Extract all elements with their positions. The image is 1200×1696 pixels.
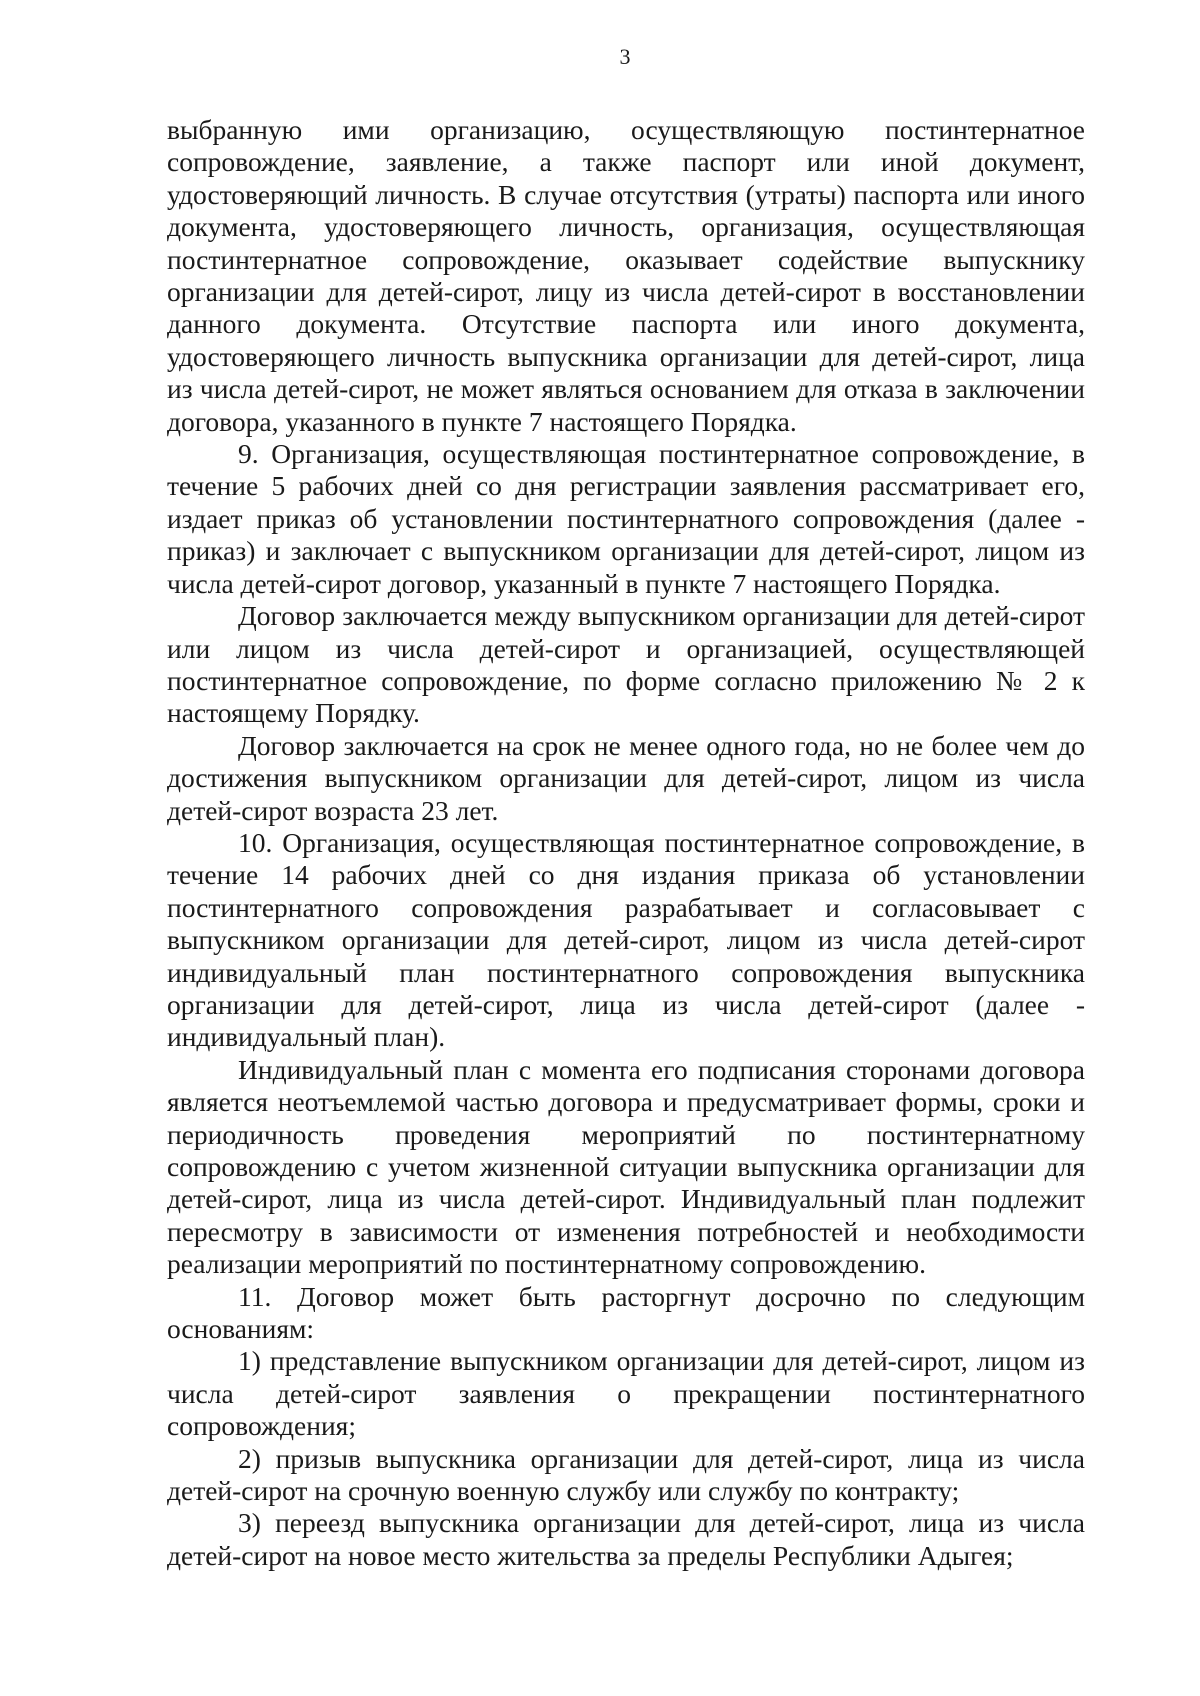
list-item-1: 1) представление выпускником организации для детей-сирот, лицом из числа детей-сирот заявления о прекращении постинтернатного сопровождения;	[167, 1345, 1085, 1442]
list-item-3: 3) переезд выпускника организации для детей-сирот, лица из числа детей-сирот на новое место жительства за пределы Республики Адыгея;	[167, 1507, 1085, 1571]
document-body	[167, 114, 1085, 1572]
page-number: 3	[619, 44, 631, 69]
paragraph-contract-term: Договор заключается на срок не менее одного года, но не более чем до достижения выпускником организации для детей-сирот, лицом из числа детей-сирот возраста 23 лет.	[167, 729, 1085, 826]
paragraph-item-10: 10. Организация, осуществляющая постинтернатное сопровождение, в течение 14 рабочих дней со дня издания приказа об установлении постинтернатного сопровождения разрабатывает и согласовывает с выпускником организации для детей-сирот, лицом из числа детей-сирот индивидуальный план постинтернатного сопровождения выпускника организации для детей-сирот, лица из числа детей-сирот (далее - индивидуальный план).	[167, 826, 1085, 1053]
list-item-2: 2) призыв выпускника организации для детей-сирот, лица из числа детей-сирот на срочную военную службу или службу по контракту;	[167, 1442, 1085, 1507]
paragraph-contract-parties: Договор заключается между выпускником организации для детей-сирот или лицом из числа детей-сирот и организацией, осуществляющей постинтернатное сопровождение, по форме согласно приложению № 2 к настоящему Порядку.	[167, 600, 1085, 729]
paragraph-item-11: 11. Договор может быть расторгнут досрочно по следующим основаниям:	[167, 1280, 1085, 1345]
paragraph-individual-plan: Индивидуальный план с момента его подписания сторонами договора является неотъемлемой частью договора и предусматривает формы, сроки и периодичность проведения мероприятий по постинтернатному сопровождению с учетом жизненной ситуации выпускника организации для детей-сирот, лица из числа детей-сирот. Индивидуальный план подлежит пересмотру в зависимости от изменения потребностей и необходимости реализации мероприятий по постинтернатному сопровождению.	[167, 1053, 1085, 1280]
paragraph-item-9: 9. Организация, осуществляющая постинтернатное сопровождение, в течение 5 рабочих дней со дня регистрации заявления рассматривает его, издает приказ об установлении постинтернатного сопровождения (далее - приказ) и заключает с выпускником организации для детей-сирот, лицом из числа детей-сирот договор, указанный в пункте 7 настоящего Порядка.	[167, 438, 1085, 599]
paragraph-continuation: выбранную ими организацию, осуществляющую постинтернатное сопровождение, заявление, а также паспорт или иной документ, удостоверяющий личность. В случае отсутствия (утраты) паспорта или иного документа, удостоверяющего личность, организация, осуществляющая постинтернатное сопровождение, оказывает содействие выпускнику организации для детей-сирот, лицу из числа детей-сирот в восстановлении данного документа. Отсутствие паспорта или иного документа, удостоверяющего личность выпускника организации для детей-сирот, лица из числа детей-сирот, не может являться основанием для отказа в заключении договора, указанного в пункте 7 настоящего Порядка.	[167, 114, 1085, 437]
